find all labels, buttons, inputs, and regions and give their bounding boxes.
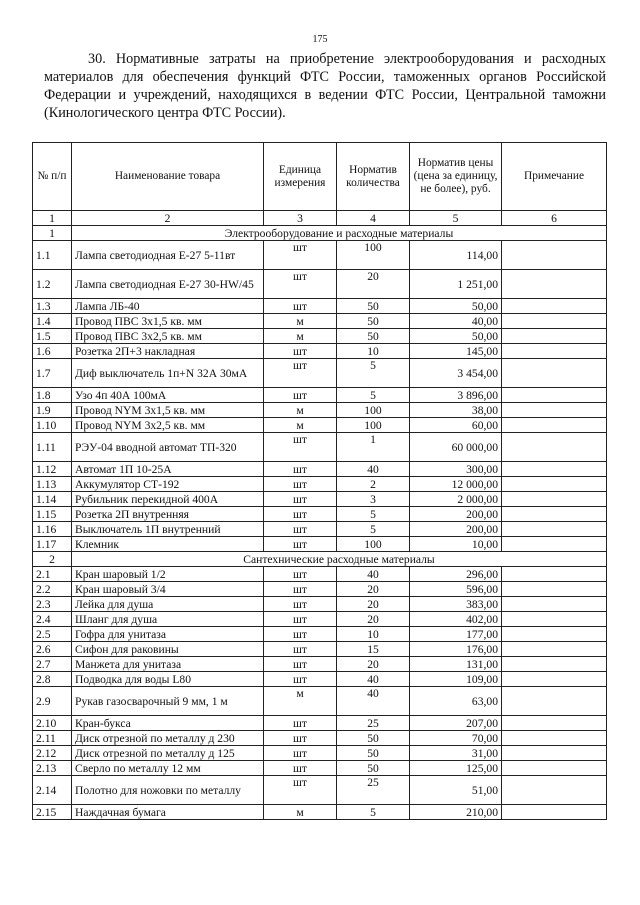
item-name: Аккумулятор СТ-192 (72, 477, 264, 492)
item-price: 383,00 (410, 597, 502, 612)
item-unit: м (264, 805, 337, 820)
row-number: 1.14 (33, 492, 72, 507)
row-number: 2.15 (33, 805, 72, 820)
item-name: Провод ПВС 3х1,5 кв. мм (72, 314, 264, 329)
item-name: Диск отрезной по металлу д 125 (72, 746, 264, 761)
item-unit: шт (264, 672, 337, 687)
item-note (502, 597, 607, 612)
item-qty: 50 (337, 314, 410, 329)
item-qty: 5 (337, 388, 410, 403)
item-qty: 50 (337, 761, 410, 776)
item-unit: шт (264, 241, 337, 270)
table-row (33, 477, 607, 492)
item-qty: 50 (337, 329, 410, 344)
table-row (33, 359, 607, 388)
table-row (33, 433, 607, 462)
item-name: Кран-букса (72, 716, 264, 731)
table-row (33, 761, 607, 776)
table-row (33, 731, 607, 746)
item-name: Автомат 1П 10-25А (72, 462, 264, 477)
row-number: 1.17 (33, 537, 72, 552)
row-number: 1.8 (33, 388, 72, 403)
table-row (33, 776, 607, 805)
item-price: 38,00 (410, 403, 502, 418)
item-unit: шт (264, 657, 337, 672)
item-note (502, 761, 607, 776)
table-row (33, 657, 607, 672)
item-unit: шт (264, 716, 337, 731)
item-name: Лампа светодиодная Е-27 30-HW/45 (72, 270, 264, 299)
heading-text: 30. Нормативные затраты на приобретение электрооборудования и расходных материалов для обеспечения функций ФТС России, таможенных органов Российской Федерации и учреждений, находящихся в ведении ФТС России, Центральной таможни (Кинологического центра ФТС России). (44, 51, 606, 121)
item-qty: 10 (337, 344, 410, 359)
item-name: Подводка для воды L80 (72, 672, 264, 687)
item-note (502, 403, 607, 418)
item-price: 31,00 (410, 746, 502, 761)
item-note (502, 657, 607, 672)
item-price: 60 000,00 (410, 433, 502, 462)
item-note (502, 612, 607, 627)
item-price: 63,00 (410, 687, 502, 716)
row-number: 2.12 (33, 746, 72, 761)
item-price: 40,00 (410, 314, 502, 329)
item-price: 2 000,00 (410, 492, 502, 507)
item-note (502, 537, 607, 552)
table-row (33, 642, 607, 657)
row-number: 2.14 (33, 776, 72, 805)
item-qty: 5 (337, 507, 410, 522)
column-number: 5 (410, 211, 502, 226)
item-unit: шт (264, 746, 337, 761)
item-price: 210,00 (410, 805, 502, 820)
item-qty: 20 (337, 582, 410, 597)
item-note (502, 388, 607, 403)
table-row (33, 241, 607, 270)
item-name: Шланг для душа (72, 612, 264, 627)
row-number: 2.11 (33, 731, 72, 746)
item-note (502, 567, 607, 582)
item-unit: шт (264, 359, 337, 388)
row-number: 2.1 (33, 567, 72, 582)
item-qty: 5 (337, 805, 410, 820)
item-note (502, 627, 607, 642)
item-unit: шт (264, 582, 337, 597)
row-number: 2.9 (33, 687, 72, 716)
item-price: 596,00 (410, 582, 502, 597)
item-note (502, 359, 607, 388)
item-note (502, 314, 607, 329)
item-unit: шт (264, 597, 337, 612)
item-unit: шт (264, 299, 337, 314)
item-note (502, 433, 607, 462)
item-qty: 25 (337, 776, 410, 805)
item-name: Провод NYM 3х2,5 кв. мм (72, 418, 264, 433)
item-unit: шт (264, 507, 337, 522)
item-price: 145,00 (410, 344, 502, 359)
item-unit: шт (264, 761, 337, 776)
item-name: Рубильник перекидной 400А (72, 492, 264, 507)
item-unit: шт (264, 388, 337, 403)
item-note (502, 746, 607, 761)
item-unit: м (264, 687, 337, 716)
item-qty: 100 (337, 241, 410, 270)
item-price: 60,00 (410, 418, 502, 433)
row-number: 1.11 (33, 433, 72, 462)
item-note (502, 776, 607, 805)
item-unit: шт (264, 477, 337, 492)
item-qty: 40 (337, 462, 410, 477)
item-price: 3 896,00 (410, 388, 502, 403)
row-number: 1.5 (33, 329, 72, 344)
item-note (502, 731, 607, 746)
header-qty: Норматив количества (337, 143, 410, 211)
table-row (33, 612, 607, 627)
item-price: 109,00 (410, 672, 502, 687)
item-price: 296,00 (410, 567, 502, 582)
column-number: 2 (72, 211, 264, 226)
section-title: Электрооборудование и расходные материалы (72, 226, 607, 241)
item-note (502, 805, 607, 820)
item-price: 3 454,00 (410, 359, 502, 388)
item-name: Диск отрезной по металлу д 230 (72, 731, 264, 746)
item-unit: шт (264, 462, 337, 477)
item-unit: м (264, 403, 337, 418)
item-name: Провод NYM 3х1,5 кв. мм (72, 403, 264, 418)
item-unit: шт (264, 270, 337, 299)
item-qty: 50 (337, 299, 410, 314)
item-qty: 10 (337, 627, 410, 642)
item-qty: 40 (337, 567, 410, 582)
item-qty: 100 (337, 418, 410, 433)
row-number: 1.6 (33, 344, 72, 359)
item-name: Рукав газосварочный 9 мм, 1 м (72, 687, 264, 716)
item-qty: 20 (337, 612, 410, 627)
item-note (502, 672, 607, 687)
column-number: 3 (264, 211, 337, 226)
item-note (502, 329, 607, 344)
column-number-row (33, 211, 607, 226)
item-name: РЭУ-04 вводной автомат ТП-320 (72, 433, 264, 462)
column-number: 6 (502, 211, 607, 226)
item-note (502, 492, 607, 507)
row-number: 2.5 (33, 627, 72, 642)
row-number: 2.8 (33, 672, 72, 687)
item-name: Кран шаровый 3/4 (72, 582, 264, 597)
item-note (502, 642, 607, 657)
item-name: Лампа светодиодная Е-27 5-11вт (72, 241, 264, 270)
table-row (33, 537, 607, 552)
section-heading (44, 50, 606, 122)
item-price: 300,00 (410, 462, 502, 477)
item-name: Гофра для унитаза (72, 627, 264, 642)
table-row (33, 672, 607, 687)
table-row (33, 597, 607, 612)
table-row (33, 582, 607, 597)
item-name: Сверло по металлу 12 мм (72, 761, 264, 776)
item-qty: 15 (337, 642, 410, 657)
item-price: 177,00 (410, 627, 502, 642)
item-name: Клемник (72, 537, 264, 552)
item-name: Провод ПВС 3х2,5 кв. мм (72, 329, 264, 344)
item-unit: шт (264, 522, 337, 537)
item-qty: 20 (337, 270, 410, 299)
section-title: Сантехнические расходные материалы (72, 552, 607, 567)
table-row (33, 418, 607, 433)
section-number: 2 (33, 552, 72, 567)
item-unit: шт (264, 492, 337, 507)
item-qty: 40 (337, 687, 410, 716)
row-number: 1.2 (33, 270, 72, 299)
item-note (502, 477, 607, 492)
row-number: 2.10 (33, 716, 72, 731)
item-qty: 1 (337, 433, 410, 462)
column-number: 4 (337, 211, 410, 226)
item-name: Лампа ЛБ-40 (72, 299, 264, 314)
section-row (33, 226, 607, 241)
table-row (33, 716, 607, 731)
item-unit: м (264, 329, 337, 344)
item-name: Манжета для унитаза (72, 657, 264, 672)
item-unit: шт (264, 567, 337, 582)
item-price: 207,00 (410, 716, 502, 731)
item-name: Узо 4п 40А 100мА (72, 388, 264, 403)
header-unit: Единица измерения (264, 143, 337, 211)
row-number: 2.4 (33, 612, 72, 627)
table-row (33, 329, 607, 344)
section-number: 1 (33, 226, 72, 241)
item-note (502, 344, 607, 359)
table-row (33, 299, 607, 314)
item-unit: шт (264, 776, 337, 805)
item-note (502, 687, 607, 716)
header-price: Норматив цены (цена за единицу, не более), руб. (410, 143, 502, 211)
item-note (502, 582, 607, 597)
header-note: Примечание (502, 143, 607, 211)
row-number: 1.7 (33, 359, 72, 388)
table-row (33, 522, 607, 537)
item-qty: 100 (337, 537, 410, 552)
table-row (33, 344, 607, 359)
item-note (502, 507, 607, 522)
header-row (33, 143, 607, 211)
item-unit: шт (264, 433, 337, 462)
table-row (33, 462, 607, 477)
item-qty: 20 (337, 597, 410, 612)
row-number: 1.15 (33, 507, 72, 522)
item-price: 12 000,00 (410, 477, 502, 492)
row-number: 1.10 (33, 418, 72, 433)
item-note (502, 716, 607, 731)
row-number: 2.13 (33, 761, 72, 776)
item-name: Кран шаровый 1/2 (72, 567, 264, 582)
item-qty: 50 (337, 746, 410, 761)
table-row (33, 627, 607, 642)
item-name: Лейка для душа (72, 597, 264, 612)
row-number: 1.1 (33, 241, 72, 270)
item-unit: шт (264, 627, 337, 642)
item-price: 125,00 (410, 761, 502, 776)
item-note (502, 418, 607, 433)
item-price: 1 251,00 (410, 270, 502, 299)
item-qty: 100 (337, 403, 410, 418)
table-body (33, 226, 607, 820)
item-name: Розетка 2П+3 накладная (72, 344, 264, 359)
item-note (502, 270, 607, 299)
item-note (502, 522, 607, 537)
item-unit: шт (264, 642, 337, 657)
item-note (502, 299, 607, 314)
page-number: 175 (312, 34, 328, 45)
item-qty: 50 (337, 731, 410, 746)
item-qty: 3 (337, 492, 410, 507)
item-qty: 20 (337, 657, 410, 672)
row-number: 1.13 (33, 477, 72, 492)
item-name: Наждачная бумага (72, 805, 264, 820)
row-number: 2.2 (33, 582, 72, 597)
item-name: Полотно для ножовки по металлу (72, 776, 264, 805)
table-row (33, 492, 607, 507)
table-row (33, 270, 607, 299)
header-num: № п/п (33, 143, 72, 211)
table-row (33, 314, 607, 329)
item-price: 51,00 (410, 776, 502, 805)
row-number: 2.6 (33, 642, 72, 657)
row-number: 2.3 (33, 597, 72, 612)
column-number: 1 (33, 211, 72, 226)
section-row (33, 552, 607, 567)
item-name: Розетка 2П внутренняя (72, 507, 264, 522)
table-row (33, 805, 607, 820)
item-price: 10,00 (410, 537, 502, 552)
norms-table (32, 142, 607, 820)
item-price: 131,00 (410, 657, 502, 672)
item-unit: шт (264, 731, 337, 746)
item-unit: м (264, 418, 337, 433)
row-number: 1.3 (33, 299, 72, 314)
table-row (33, 687, 607, 716)
table-row (33, 567, 607, 582)
item-price: 50,00 (410, 299, 502, 314)
item-price: 200,00 (410, 522, 502, 537)
item-unit: м (264, 314, 337, 329)
item-unit: шт (264, 537, 337, 552)
item-name: Диф выключатель 1п+N 32А 30мА (72, 359, 264, 388)
item-price: 402,00 (410, 612, 502, 627)
row-number: 2.7 (33, 657, 72, 672)
item-unit: шт (264, 344, 337, 359)
row-number: 1.16 (33, 522, 72, 537)
item-price: 70,00 (410, 731, 502, 746)
table-row (33, 388, 607, 403)
item-note (502, 241, 607, 270)
item-name: Сифон для раковины (72, 642, 264, 657)
item-qty: 5 (337, 522, 410, 537)
row-number: 1.12 (33, 462, 72, 477)
item-unit: шт (264, 612, 337, 627)
item-qty: 2 (337, 477, 410, 492)
table-row (33, 746, 607, 761)
table-row (33, 507, 607, 522)
item-price: 200,00 (410, 507, 502, 522)
header-name: Наименование товара (72, 143, 264, 211)
item-price: 176,00 (410, 642, 502, 657)
item-qty: 5 (337, 359, 410, 388)
item-price: 50,00 (410, 329, 502, 344)
item-qty: 25 (337, 716, 410, 731)
table-row (33, 403, 607, 418)
item-price: 114,00 (410, 241, 502, 270)
row-number: 1.4 (33, 314, 72, 329)
item-qty: 40 (337, 672, 410, 687)
row-number: 1.9 (33, 403, 72, 418)
item-note (502, 462, 607, 477)
item-name: Выключатель 1П внутренний (72, 522, 264, 537)
